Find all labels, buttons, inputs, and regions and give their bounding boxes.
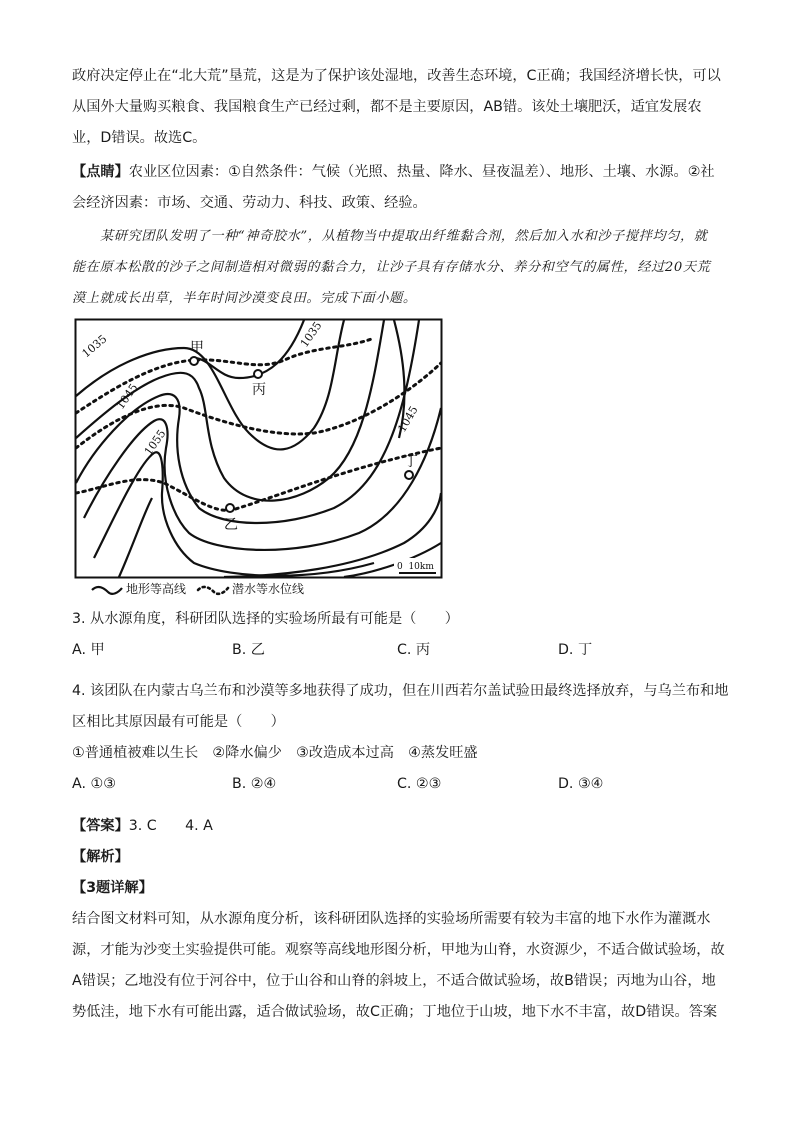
answer-text: 3. C 4. A xyxy=(128,818,213,834)
point-yi-marker xyxy=(226,504,234,512)
contour-label-1035-right: 1035 xyxy=(297,319,325,350)
answer-line xyxy=(72,816,213,836)
point-jia-label: 甲 xyxy=(190,340,204,356)
q4-option-b[interactable]: B. ②④ xyxy=(232,776,277,792)
q3-option-b[interactable]: B. 乙 xyxy=(232,642,265,658)
detail-line-3: A错误；乙地没有位于河谷中，位于山谷和山脊的斜坡上，不适合做试验场，故B错误；丙地为山谷，地 xyxy=(72,973,716,989)
point-jia-marker xyxy=(190,357,198,365)
contour-label-1055: 1055 xyxy=(141,427,169,458)
contour-map xyxy=(74,318,444,600)
point-ding-marker xyxy=(405,471,413,479)
q4-option-c[interactable]: C. ②③ xyxy=(397,776,442,792)
detail-line-4: 势低洼，地下水有可能出露，适合做试验场，故C正确；丁地位于山坡，地下水不丰富，故D错误。答案 xyxy=(72,1004,718,1020)
q4-option-a[interactable]: A. ①③ xyxy=(72,776,116,792)
q4-choices: ①普通植被难以生长 ②降水偏少 ③改造成本过高 ④蒸发旺盛 xyxy=(72,745,478,761)
contour-low-1 xyxy=(119,498,152,577)
q4-stem-line-1: 4. 该团队在内蒙古乌兰布和沙漠等多地获得了成功，但在川西若尔盖试验田最终选择放弃，与乌兰布和地 xyxy=(72,683,729,699)
dianjing-paragraph xyxy=(72,162,715,182)
contour-label-1045-right: 1045 xyxy=(395,403,421,435)
legend-contour-icon xyxy=(92,587,122,594)
contour-label-1035-left: 1035 xyxy=(79,332,110,361)
answer-label: 【答案】 xyxy=(72,818,129,834)
legend-water-label: 潜水等水位线 xyxy=(232,582,305,596)
legend-water-icon xyxy=(198,587,228,594)
q3-stem: 3. 从水源角度，科研团队选择的实验场所最有可能是（ ） xyxy=(72,611,459,627)
q3-option-d[interactable]: D. 丁 xyxy=(558,642,593,658)
q4-stem-line-2: 区相比其原因最有可能是（ ） xyxy=(72,714,285,730)
detail-line-1: 结合图文材料可知，从水源角度分析，该科研团队选择的实验场所需要有较为丰富的地下水作为灌溉水 xyxy=(72,911,711,927)
legend-terrain-label: 地形等高线 xyxy=(126,582,187,596)
explanation-line-2: 从国外大量购买粮食、我国粮食生产已经过剩，都不是主要原因，AB错。该处土壤肥沃，适宜发展农 xyxy=(72,99,702,115)
q3-option-c[interactable]: C. 丙 xyxy=(397,642,431,658)
explanation-line-3: 业，D错误。故选C。 xyxy=(72,130,207,146)
detail-label: 【3题详解】 xyxy=(72,880,153,896)
dianjing-text: 农业区位因素：①自然条件：气候（光照、热量、降水、昼夜温差）、地形、土壤、水源。②社 xyxy=(128,164,715,180)
detail-line-2: 源，才能为沙变土实验提供可能。观察等高线地形图分析，甲地为山脊，水资源少，不适合做试验场，故 xyxy=(72,942,725,958)
point-yi-label: 乙 xyxy=(224,517,238,533)
contour-1055 xyxy=(94,452,374,576)
material-line-2: 能在原本松散的沙子之间制造相对微弱的黏合力，让沙子具有存储水分、养分和空气的属性，经过20天荒 xyxy=(72,260,711,275)
material-line-3: 漠上就成长出草，半年时间沙漠变良田。完成下面小题。 xyxy=(72,291,417,306)
dianjing-line-2: 会经济因素：市场、交通、劳动力、科技、政策、经验。 xyxy=(72,195,427,211)
dianjing-label: 【点睛】 xyxy=(72,164,129,180)
q4-option-d[interactable]: D. ③④ xyxy=(558,776,604,792)
point-ding-label: 丁 xyxy=(404,454,418,470)
analysis-label: 【解析】 xyxy=(72,849,129,865)
contour-label-1045-left: 1045 xyxy=(113,381,141,412)
material-line-1: 某研究团队发明了一种“神奇胶水”，从植物当中提取出纤维黏合剂，然后加入水和沙子搅拌均匀，就 xyxy=(100,229,708,244)
scale-label: 0 10km xyxy=(397,562,434,572)
water-table-lower xyxy=(76,448,441,510)
q3-option-a[interactable]: A. 甲 xyxy=(72,642,105,658)
point-bing-marker xyxy=(254,370,262,378)
point-bing-label: 丙 xyxy=(252,382,266,398)
explanation-line-1: 政府决定停止在“北大荒”垦荒，这是为了保护该处湿地，改善生态环境，C正确；我国经济增长快，可以 xyxy=(72,68,721,84)
